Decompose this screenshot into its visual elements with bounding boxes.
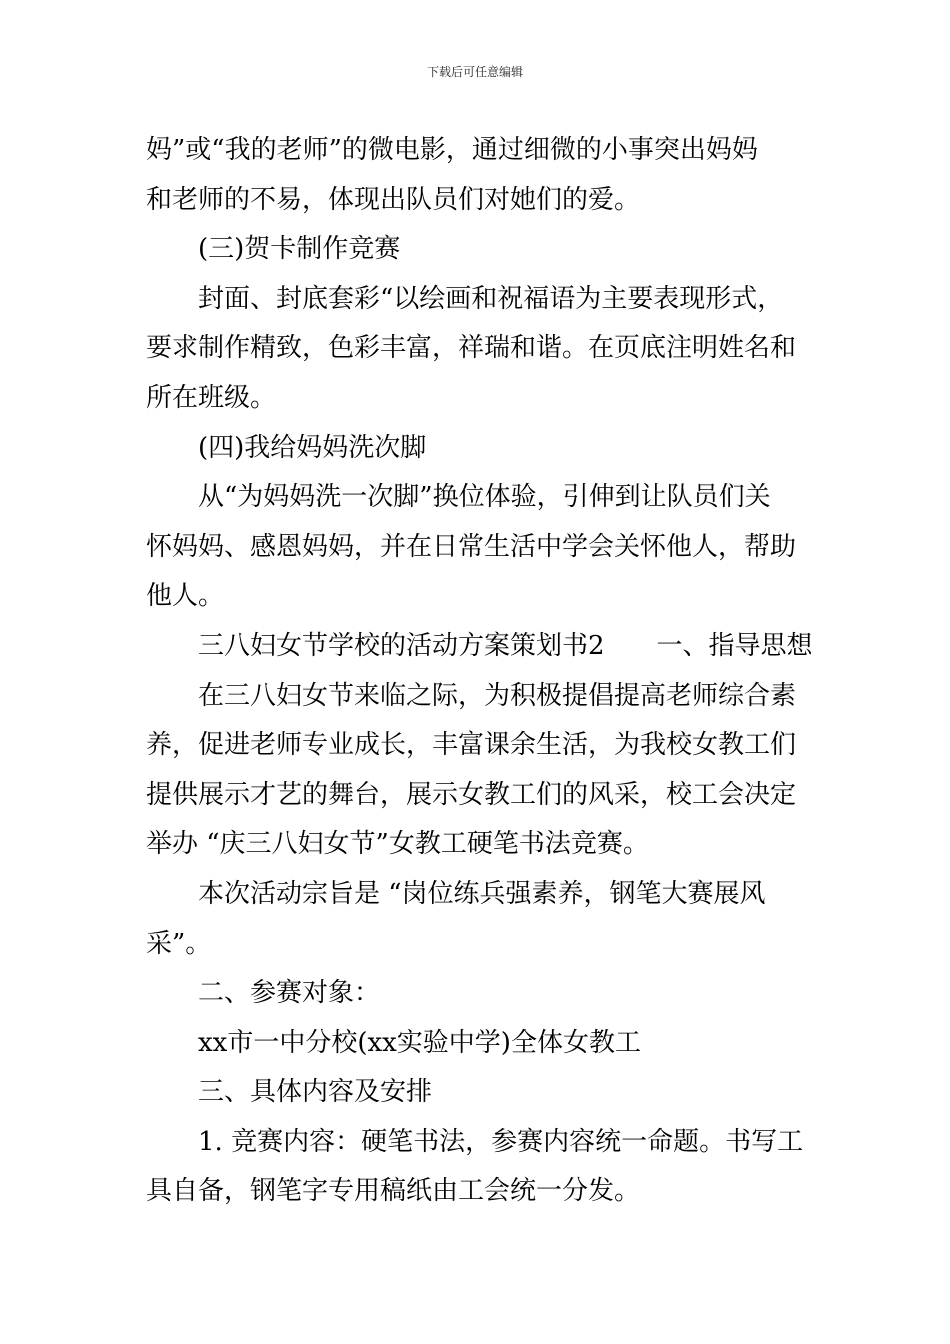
paragraph-line: 他人。 [146,581,225,612]
paragraph-line: 从“为妈妈洗一次脚”换位体验，引伸到让队员们关 [198,482,771,513]
document-body [146,126,816,1217]
section-heading: 三、具体内容及安排 [198,1077,433,1108]
paragraph-line: 1. 竞赛内容：硬笔书法，参赛内容统一命题。书写工 [198,1126,804,1157]
document-title-line [146,622,816,672]
section-heading: (四)我给妈妈洗次脚 [198,432,427,463]
section-heading: 一、指导思想 [656,630,813,661]
section-heading: (三)贺卡制作竞赛 [198,234,401,265]
paragraph-line: 在三八妇女节来临之际，为积极提倡提高老师综合素 [198,680,797,711]
paragraph-line: 封面、封底套彩“以绘画和祝福语为主要表现形式， [198,283,784,314]
paragraph-line: 本次活动宗旨是 “岗位练兵强素养，钢笔大赛展风 [198,878,766,909]
section-heading: 二、参赛对象： [198,978,381,1009]
paragraph-line: 所在班级。 [146,382,277,413]
paragraph-line: 具自备，钢笔字专用稿纸由工会统一分发。 [146,1176,641,1207]
paragraph-line: 提供展示才艺的舞台，展示女教工们的风采，校工会决定 [146,779,797,810]
paragraph-line: 养，促进老师专业成长，丰富课余生活，为我校女教工们 [146,730,797,761]
paragraph-line: xx市一中分校(xx实验中学)全体女教工 [198,1027,641,1058]
page-header: 下载后可任意编辑 [426,65,523,79]
paragraph-line: 举办 “庆三八妇女节”女教工硬笔书法竞赛。 [146,829,649,860]
paragraph-line: 和老师的不易，体现出队员们对她们的爱。 [146,184,641,215]
paragraph-line: 采”。 [146,928,212,959]
paragraph-line: 怀妈妈、感恩妈妈，并在日常生活中学会关怀他人，帮助 [146,531,797,562]
paragraph-line: 要求制作精致，色彩丰富，祥瑞和谐。在页底注明姓名和 [146,333,797,364]
document-title: 三八妇女节学校的活动方案策划书2 [198,630,605,661]
paragraph-line: 妈”或“我的老师”的微电影，通过细微的小事突出妈妈 [146,135,758,165]
